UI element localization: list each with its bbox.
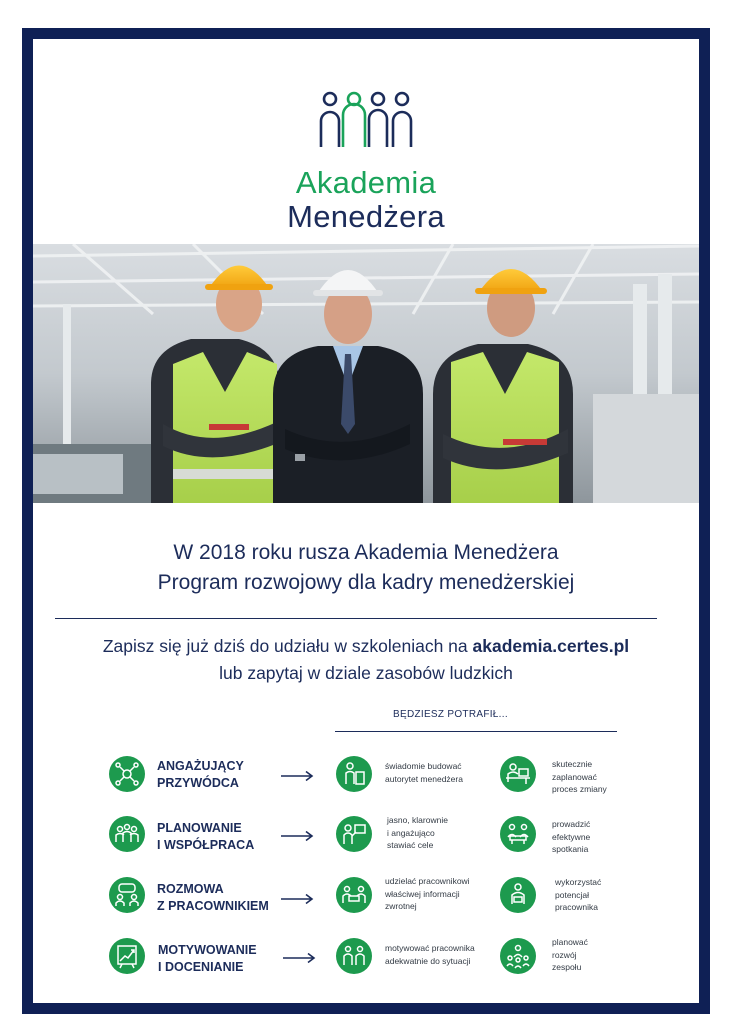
skill-text: prowadzić efektywne spotkania (552, 819, 591, 854)
cta-link[interactable]: akademia.certes.pl (472, 636, 630, 656)
category-label: MOTYWOWANIE I DOCENIANIE (158, 943, 257, 974)
arrow-right-icon (281, 830, 315, 842)
cta-prefix: Zapisz się już dziś do udziału w szkoleniach na (102, 636, 468, 656)
arrow-right-icon (283, 952, 317, 964)
arrow-right-icon (281, 893, 315, 905)
people-logo-icon (313, 87, 419, 151)
program-row (33, 877, 699, 927)
network-icon (109, 756, 145, 792)
meeting-icon (500, 816, 536, 852)
cta-line-2: lub zapytaj w dziale zasobów ludzkich (219, 663, 513, 683)
skill-text: planować rozwój zespołu (552, 937, 588, 972)
conversation-icon (109, 877, 145, 913)
group-icon (500, 938, 536, 974)
podium-icon (336, 756, 372, 792)
skill-text: świadomie budować autorytet menedżera (385, 761, 463, 784)
headline-line-1: W 2018 roku rusza Akademia Menedżera (173, 541, 559, 564)
category-label: ANGAŻUJĄCY PRZYWÓDCA (157, 759, 244, 790)
feedback-icon (336, 877, 372, 913)
hero-photo (33, 244, 699, 503)
program-row (33, 938, 699, 988)
headline-line-2: Program rozwojowy dla kadry menedżerskiej (157, 571, 575, 594)
desk-icon (500, 756, 536, 792)
team-icon (109, 816, 145, 852)
poster (22, 28, 710, 1014)
presenter-icon (336, 816, 372, 852)
skill-text: skutecznie zaplanować proces zmiany (552, 759, 607, 794)
skills-title: BĘDZIESZ POTRAFIŁ... (393, 709, 508, 720)
skill-text: motywować pracownika adekwatnie do sytuacji (385, 943, 475, 966)
skill-text: udzielać pracownikowi właściwej informacji zwrotnej (385, 876, 470, 911)
arrow-right-icon (281, 770, 315, 782)
program-row (33, 816, 699, 866)
category-label: PLANOWANIE I WSPÓŁPRACA (157, 821, 255, 852)
call-to-action (33, 633, 699, 687)
skill-text: jasno, klarownie i angażująco stawiać cele (387, 815, 448, 850)
brand-line-2: Menedżera (287, 199, 445, 234)
skill-text: wykorzystać potencjał pracownika (555, 877, 602, 912)
brand-line-1: Akademia (295, 165, 437, 200)
logo (33, 87, 699, 234)
headline (33, 538, 699, 598)
skills-divider (335, 731, 617, 732)
program-row (33, 756, 699, 806)
person-icon (500, 877, 536, 913)
category-label: ROZMOWA Z PRACOWNIKIEM (157, 882, 269, 913)
divider (55, 618, 657, 619)
pair-icon (336, 938, 372, 974)
growth-chart-icon (109, 938, 145, 974)
